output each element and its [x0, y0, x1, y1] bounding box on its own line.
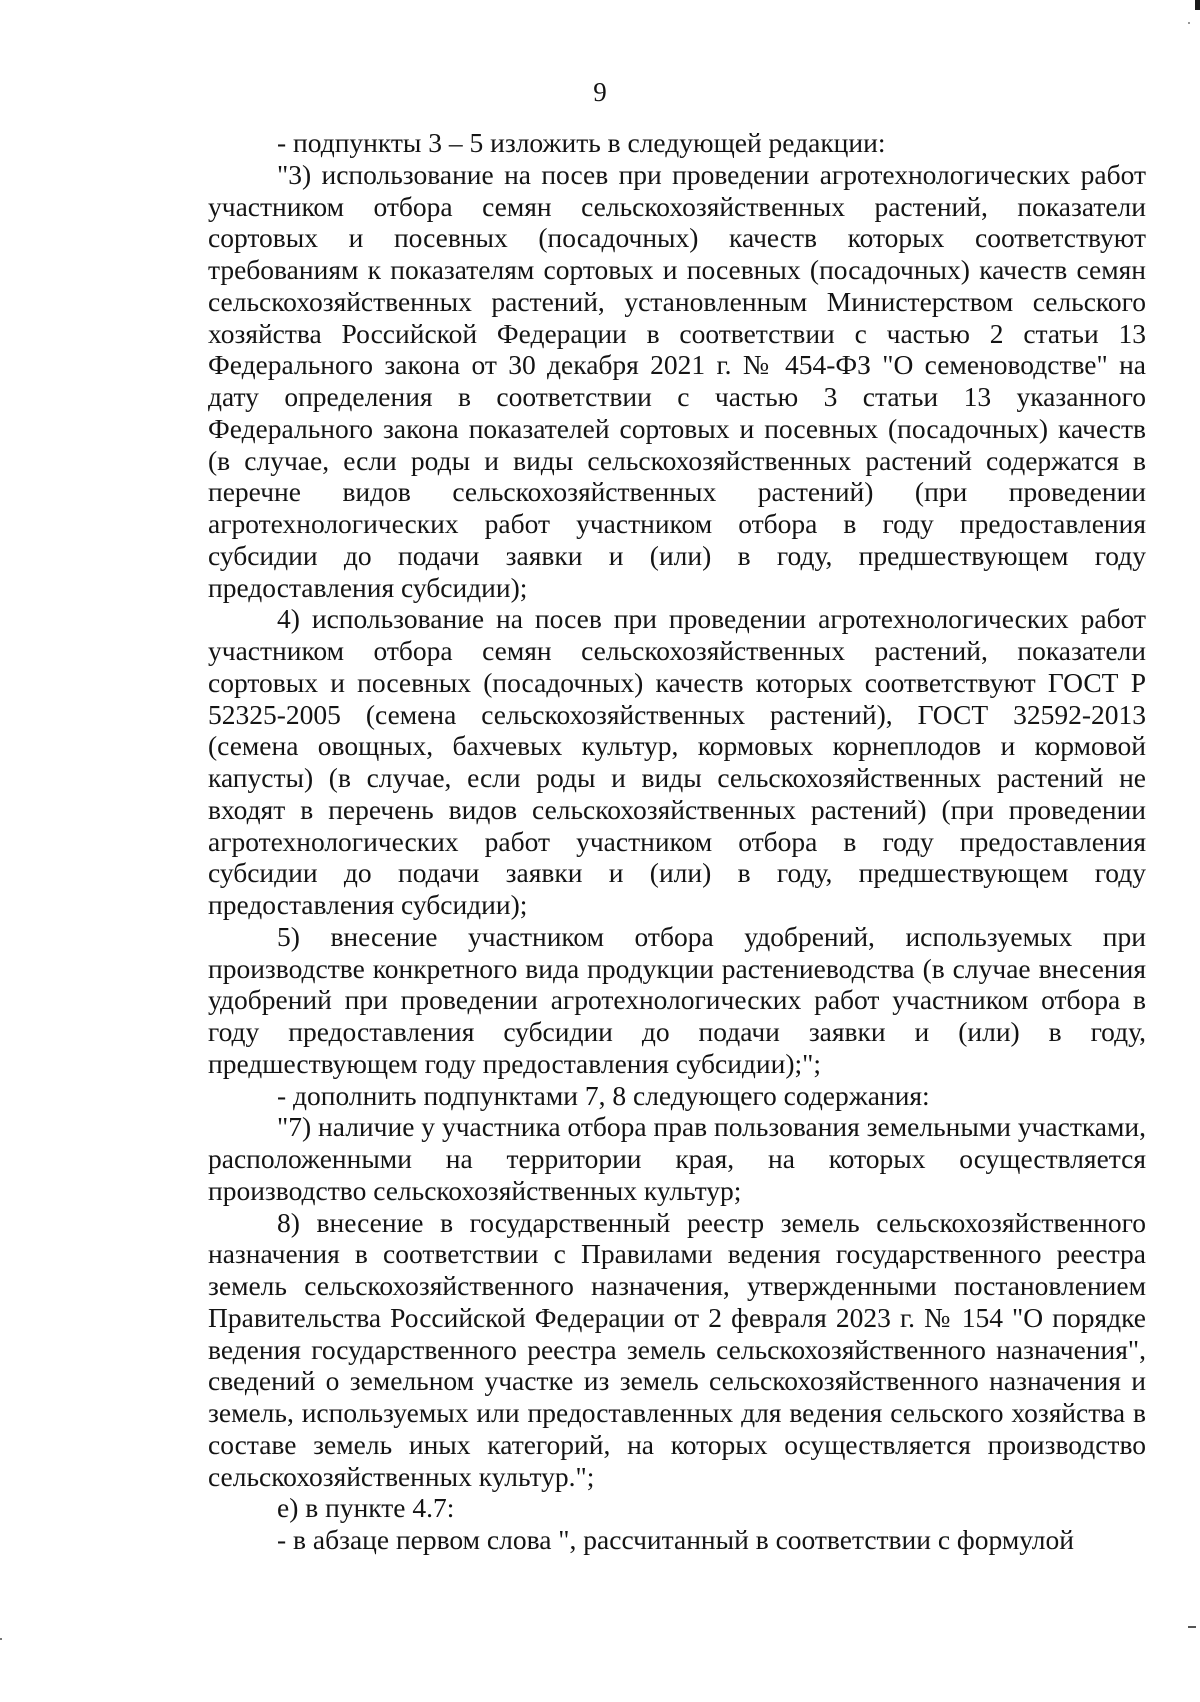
paragraph-amend-subitems-3-5: - подпункты 3 – 5 изложить в следующей редакции:: [277, 127, 886, 158]
paragraph-first-abzac: - в абзаце первом слова ", рассчитанный в соответствии с формулой: [277, 1524, 1074, 1555]
paragraph-subitem-8: 8) внесение в государственный реестр земель сельскохозяйственного назначения в соответствии с Правилами ведения государственного реестра земель сельскохозяйственного назначения, утвержденными постановлением Правительства Российской Федерации от 2 февраля 2023 г. № 154 "О порядке ведения государственного реестра земель сельскохозяйственного назначения", сведений о земельном участке из земель сельскохозяйственного назначения и земель, используемых или предоставленных для ведения сельского хозяйства в составе земель иных категорий, на которых осуществляется производство сельскохозяйственных культур.";: [208, 1206, 1146, 1492]
scan-artifact: [1188, 22, 1190, 24]
scan-artifact: [1195, 0, 1200, 10]
paragraph-subitem-3: "3) использование на посев при проведении агротехнологических работ участником отбора семян сельскохозяйственных растений, показатели сортовых и посевных (посадочных) качеств которых соответствуют требованиям к показателям сортовых и посевных (посадочных) качеств семян сельскохозяйственных растений, установленным Министерством сельского хозяйства Российской Федерации в соответствии с частью 2 статьи 13 Федерального закона от 30 декабря 2021 г. № 454-ФЗ "О семеноводстве" на дату определения в соответствии с частью 3 статьи 13 указанного Федерального закона показателей сортовых и посевных (посадочных) качеств (в случае, если роды и виды сельскохозяйственных растений содержатся в перечне видов сельскохозяйственных растений) (при проведении агротехнологических работ участником отбора в году предоставления субсидии до подачи заявки и (или) в году, предшествующем году предоставления субсидии);: [208, 158, 1146, 603]
scan-artifact: [1188, 1626, 1196, 1628]
paragraph-subitem-4: 4) использование на посев при проведении агротехнологических работ участником отбора семян сельскохозяйственных растений, показатели сортовых и посевных (посадочных) качеств которых соответствуют ГОСТ Р 52325-2005 (семена сельскохозяйственных растений), ГОСТ 32592-2013 (семена овощных, бахчевых культур, кормовых корнеплодов и кормовой капусты) (в случае, если роды и виды сельскохозяйственных растений не входят в перечень видов сельскохозяйственных растений) (при проведении агротехнологических работ участником отбора в году предоставления субсидии до подачи заявки и (или) в году, предшествующем году предоставления субсидии);: [208, 603, 1146, 920]
paragraph-point-4-7: е) в пункте 4.7:: [277, 1492, 455, 1524]
paragraph-subitem-7: "7) наличие у участника отбора прав пользования земельными участками, расположенными на территории края, на которых осуществляется производство сельскохозяйственных культур;: [208, 1111, 1146, 1206]
paragraph-add-subitems-7-8: - дополнить подпунктами 7, 8 следующего содержания:: [277, 1079, 930, 1111]
paragraph-subitem-5: 5) внесение участником отбора удобрений, используемых при производстве конкретного вида продукции растениеводства (в случае внесения удобрений при проведении агротехнологических работ участником отбора в году предоставления субсидии до подачи заявки и (или) в году, предшествующем году предоставления субсидии);";: [208, 920, 1146, 1079]
scan-artifact: [0, 1638, 2, 1640]
document-body: [208, 127, 1146, 1556]
page-number: 9: [593, 77, 607, 107]
